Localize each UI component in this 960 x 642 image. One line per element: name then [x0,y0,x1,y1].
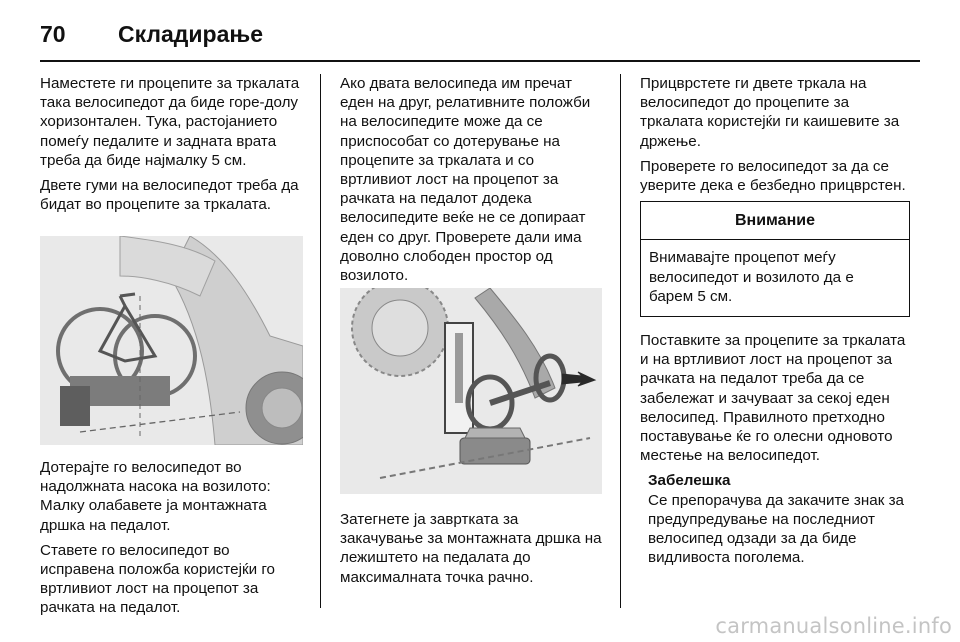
paragraph-secure-wheels: Прицврстете ги двете тркала на велосипедот до процепите за тркалата користејќи ги каишевите за држење. [640,75,900,150]
page-header [40,14,263,54]
paragraph-adjust-longitudinal: Дотерајте го велосипедот во надолжната насока на возилото: Малку олабавете ја монтажната дршка на педалот. [40,459,271,534]
note-block [640,471,910,567]
page-number: 70 [40,20,66,47]
column-divider [320,74,321,608]
warning-box [640,201,910,317]
column-1-lower [40,458,305,624]
column-1 [40,74,305,220]
note-title: Забелешка [648,472,731,490]
warning-title: Внимание [641,202,909,240]
header-rule [40,60,920,62]
paragraph-tyres-in-carriers: Двете гуми на велосипедот треба да бидат во процепите за тркалата. [40,177,299,214]
paragraph-save-settings: Поставките за процепите за тркалата и на вртливиот лост на процепот за рачката на педалот треба да се забележат и зачуваат за секој еден велосипед. Правилното претходно поставување ќе го олесни одновото местење на велосипедот. [640,332,906,465]
paragraph-two-bicycles: Ако двата велосипеда им пречат еден на друг, релативните положби на велосипедите може да се приспособат со дотерување на процепите за тркалата и со вртливиот лост на процепот за рачката на педалот додека велосипедите веќе не се допираат еден со друг. Проверете дали има доволно слободен простор од возилото. [340,75,591,285]
paragraph-align-carriers: Наместете ги процепите за тркалата така велосипедот да биде горе-долу хоризонтален. Тука, растојанието помеѓу педалите и задната врата треба да биде најмалку 5 см. [40,75,300,169]
note-text: Се препорачува да закачите знак за предупредување на последниот велосипед одзади за да биде видливоста поголема. [648,491,904,567]
watermark: carmanualsonline.info [715,614,952,638]
column-2 [340,74,605,291]
column-3 [640,74,910,567]
paragraph-tighten-screw: Затегнете ја завртката за закачување за монтажната дршка на лежиштето на педалата до максималната точка рачно. [340,511,602,586]
column-divider [620,74,621,608]
chapter-title: Складирање [118,20,264,47]
warning-text: Внимавајте процепот меѓу велосипедот и возилото да е барем 5 см. [649,249,854,305]
column-2-lower [340,510,605,593]
paragraph-upright-position: Ставете го велосипедот во исправена положба користејќи го вртливиот лост на процепот за рачката на педалот. [40,541,275,617]
paragraph-check-secure: Проверете го велосипедот за да се уверите дека е безбедно прицврстен. [640,157,906,195]
pedal-mount-illustration [340,288,602,494]
bicycle-on-carrier-illustration [40,236,303,445]
